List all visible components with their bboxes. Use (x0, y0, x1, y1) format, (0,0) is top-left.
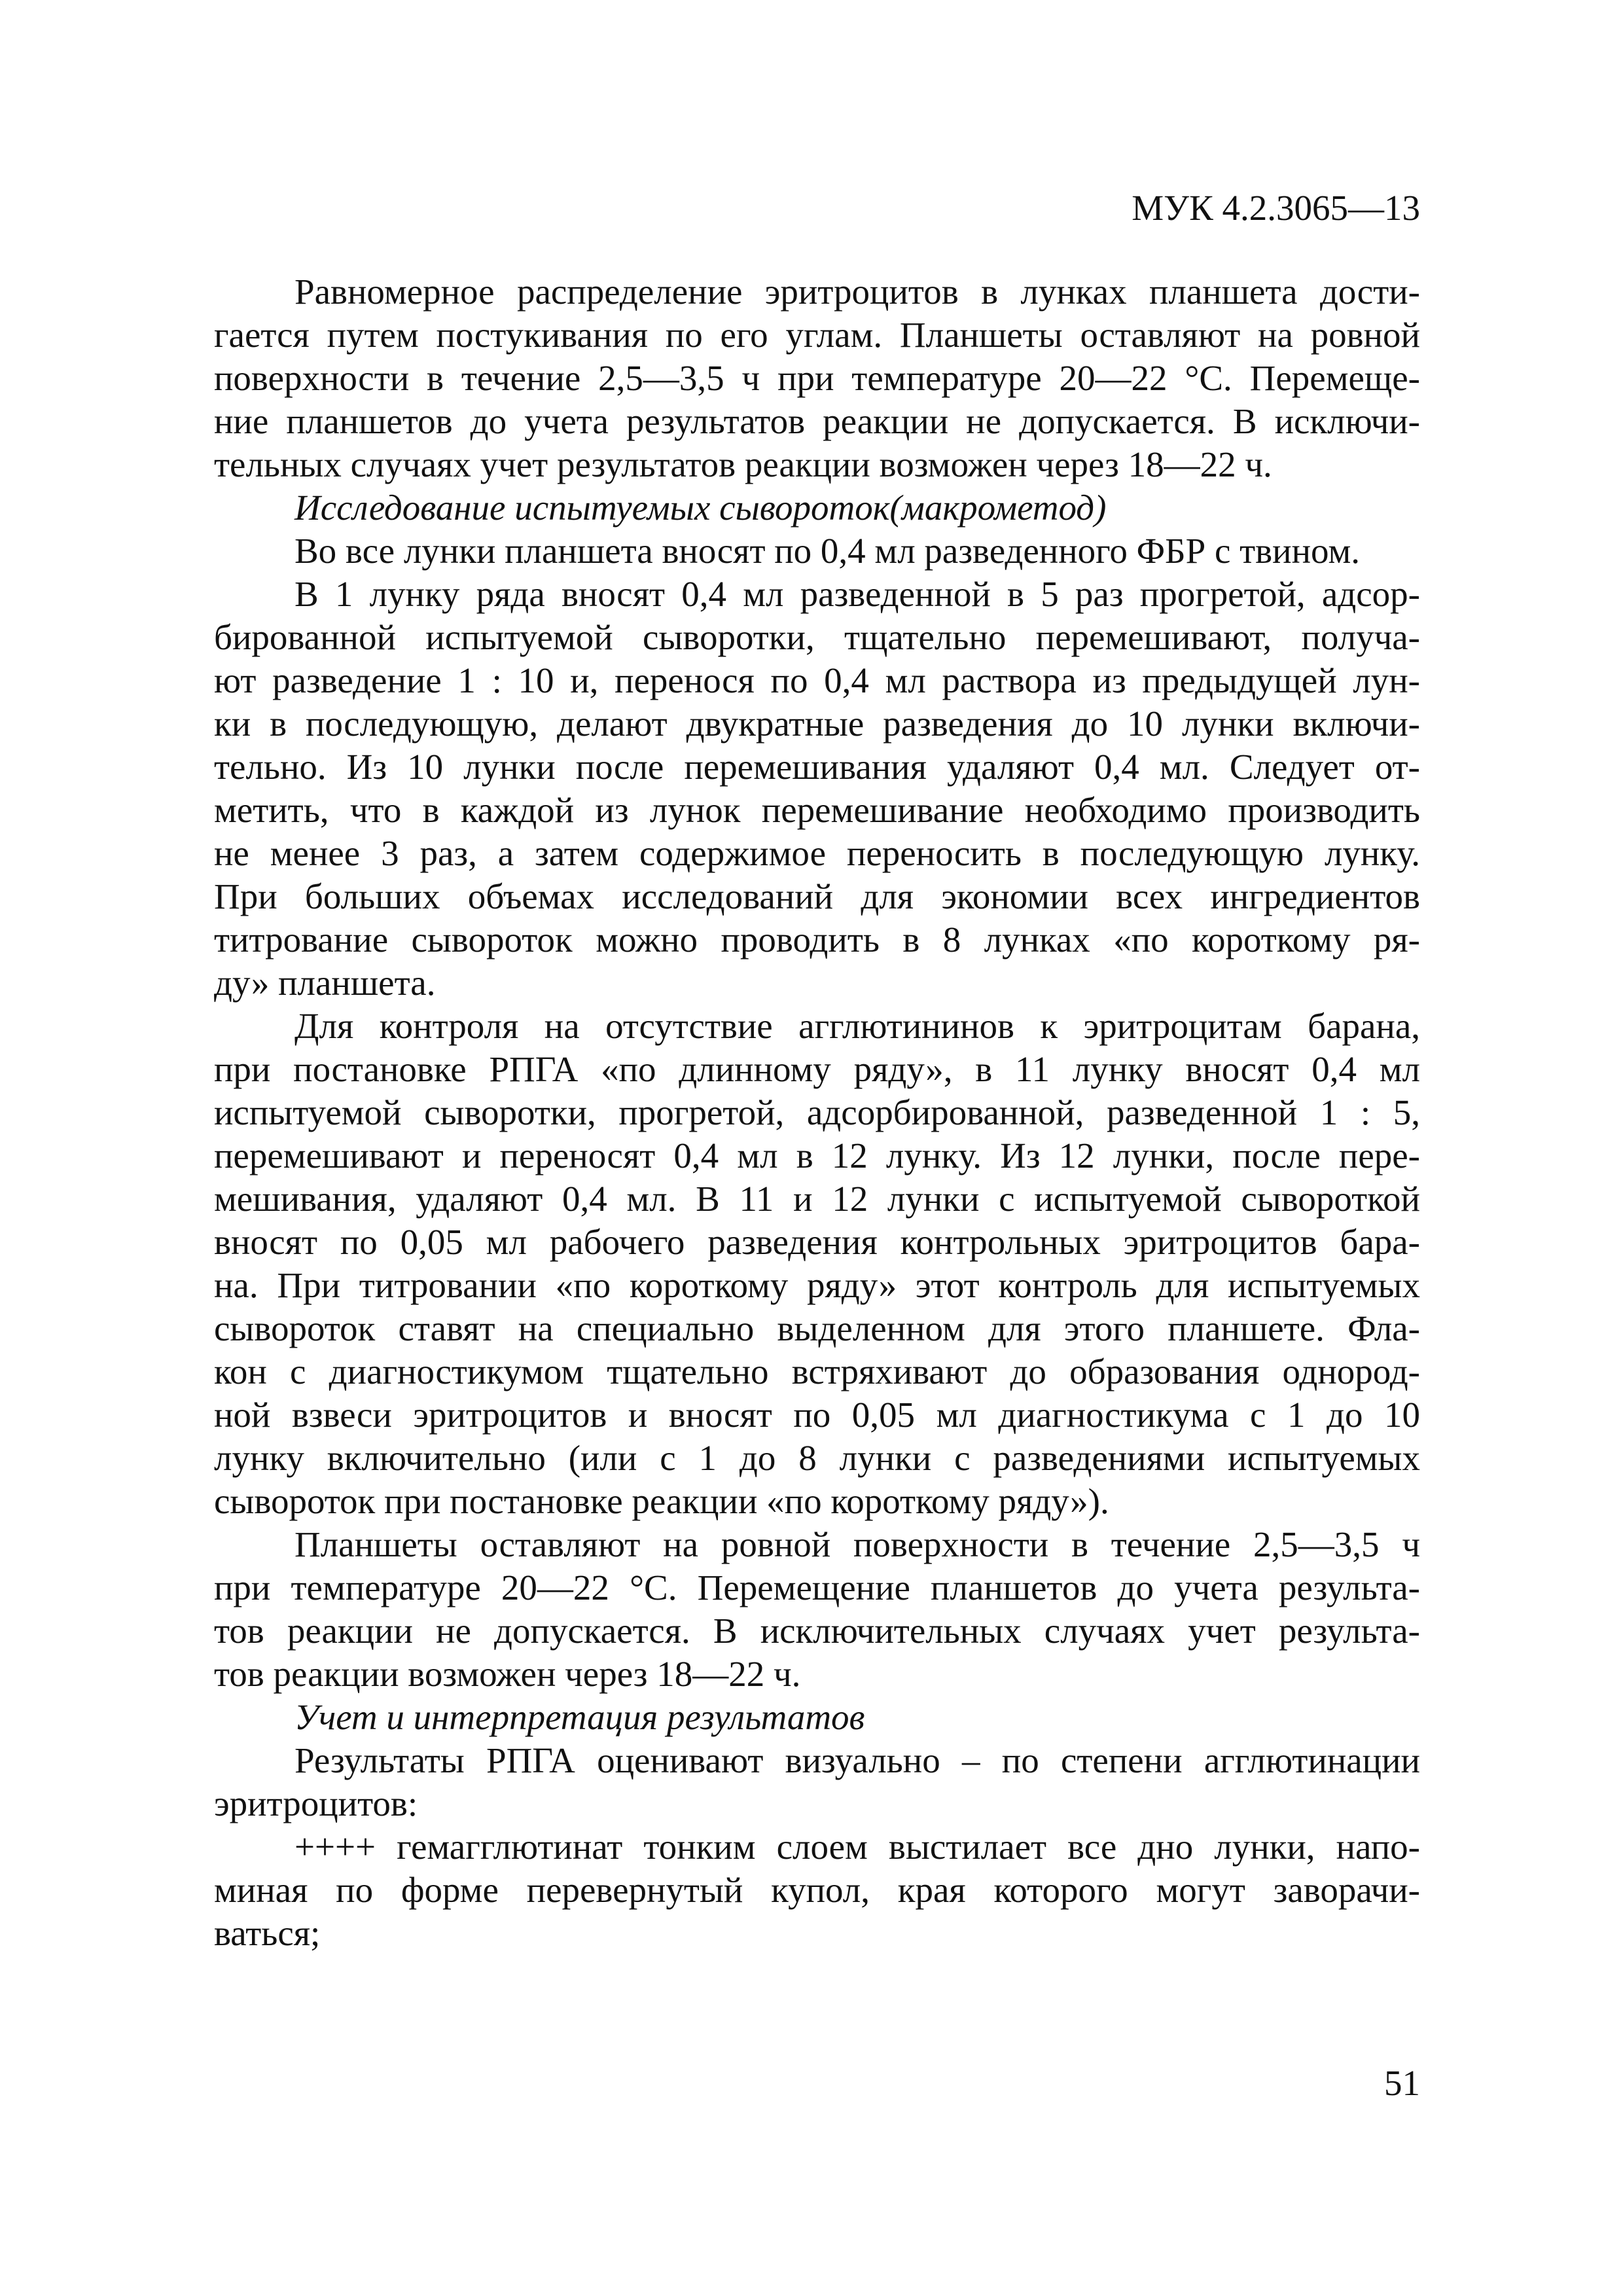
text-line: В 1 лунку ряда вносят 0,4 мл разведенной в 5 раз прогретой, адсор- (294, 574, 1420, 614)
text-line: Результаты РПГА оценивают визуально – по степени агглютинации (294, 1740, 1420, 1780)
text-line: при постановке РПГА «по длинному ряду», в 11 лунку вносят 0,4 мл (214, 1049, 1420, 1089)
text-line: метить, что в каждой из лунок перемешивание необходимо производить (214, 790, 1420, 830)
text-line: Равномерное распределение эритроцитов в лунках планшета дости- (294, 272, 1420, 312)
section-heading-results: Учет и интерпретация результатов (294, 1697, 865, 1737)
text-line: бированной испытуемой сыворотки, тщательно перемешивают, получа- (214, 617, 1420, 657)
text-line: гается путем постукивания по его углам. Планшеты оставляют на ровной (214, 315, 1420, 355)
text-line: ++++ гемагглютинат тонким слоем выстилает все дно лунки, напо- (294, 1827, 1420, 1867)
text-line: ют разведение 1 : 10 и, перенося по 0,4 мл раствора из предыдущей лун- (214, 660, 1420, 700)
text-line: тельных случаях учет результатов реакции возможен через 18—22 ч. (214, 444, 1272, 484)
text-line: Во все лунки планшета вносят по 0,4 мл разведенного ФБР с твином. (294, 531, 1361, 571)
text-line: мешивания, удаляют 0,4 мл. В 11 и 12 лунки с испытуемой сывороткой (214, 1179, 1420, 1219)
text-line: кон с диагностикумом тщательно встряхивают до образования однород- (214, 1352, 1420, 1391)
text-line: сывороток при постановке реакции «по короткому ряду»). (214, 1481, 1109, 1521)
text-line: тов реакции не допускается. В исключительных случаях учет результа- (214, 1611, 1420, 1651)
text-line: ки в последующую, делают двукратные разведения до 10 лунки включи- (214, 704, 1420, 744)
text-line: лунку включительно (или с 1 до 8 лунки с разведениями испытуемых (214, 1438, 1420, 1478)
text-line: ной взвеси эритроцитов и вносят по 0,05 мл диагностикума с 1 до 10 (214, 1395, 1420, 1435)
text-line: При больших объемах исследований для экономии всех ингредиентов (214, 876, 1420, 916)
text-line: сывороток ставят на специально выделенном для этого планшете. Фла- (214, 1308, 1420, 1348)
text-line: перемешивают и переносят 0,4 мл в 12 лунку. Из 12 лунки, после пере- (214, 1136, 1420, 1175)
text-line: вносят по 0,05 мл рабочего разведения контрольных эритроцитов бара- (214, 1222, 1420, 1262)
text-line: ду» планшета. (214, 963, 436, 1003)
text-line: тельно. Из 10 лунки после перемешивания удаляют 0,4 мл. Следует от- (214, 747, 1420, 787)
document-code-header: МУК 4.2.3065—13 (1132, 188, 1420, 228)
text-line: при температуре 20—22 °С. Перемещение планшетов до учета результа- (214, 1568, 1420, 1607)
text-line: поверхности в течение 2,5—3,5 ч при температуре 20—22 °С. Перемеще- (214, 358, 1420, 398)
section-heading-macromethod: Исследование испытуемых сывороток(макрометод) (294, 488, 1107, 528)
text-line: ние планшетов до учета результатов реакции не допускается. В исключи- (214, 401, 1420, 441)
page-number: 51 (1384, 2063, 1420, 2103)
text-line: испытуемой сыворотки, прогретой, адсорбированной, разведенной 1 : 5, (214, 1092, 1420, 1132)
text-line: Для контроля на отсутствие агглютининов к эритроцитам барана, (294, 1006, 1420, 1046)
text-line: не менее 3 раз, а затем содержимое переносить в последующую лунку. (214, 833, 1420, 873)
text-line: титрование сывороток можно проводить в 8 лунках «по короткому ря- (214, 920, 1420, 960)
text-line: тов реакции возможен через 18—22 ч. (214, 1654, 801, 1694)
text-line: Планшеты оставляют на ровной поверхности в течение 2,5—3,5 ч (294, 1524, 1420, 1564)
text-line: миная по форме перевернутый купол, края которого могут заворачи- (214, 1870, 1420, 1910)
text-line: на. При титровании «по короткому ряду» этот контроль для испытуемых (214, 1265, 1420, 1305)
text-line: эритроцитов: (214, 1784, 418, 1823)
text-line: ваться; (214, 1913, 321, 1953)
